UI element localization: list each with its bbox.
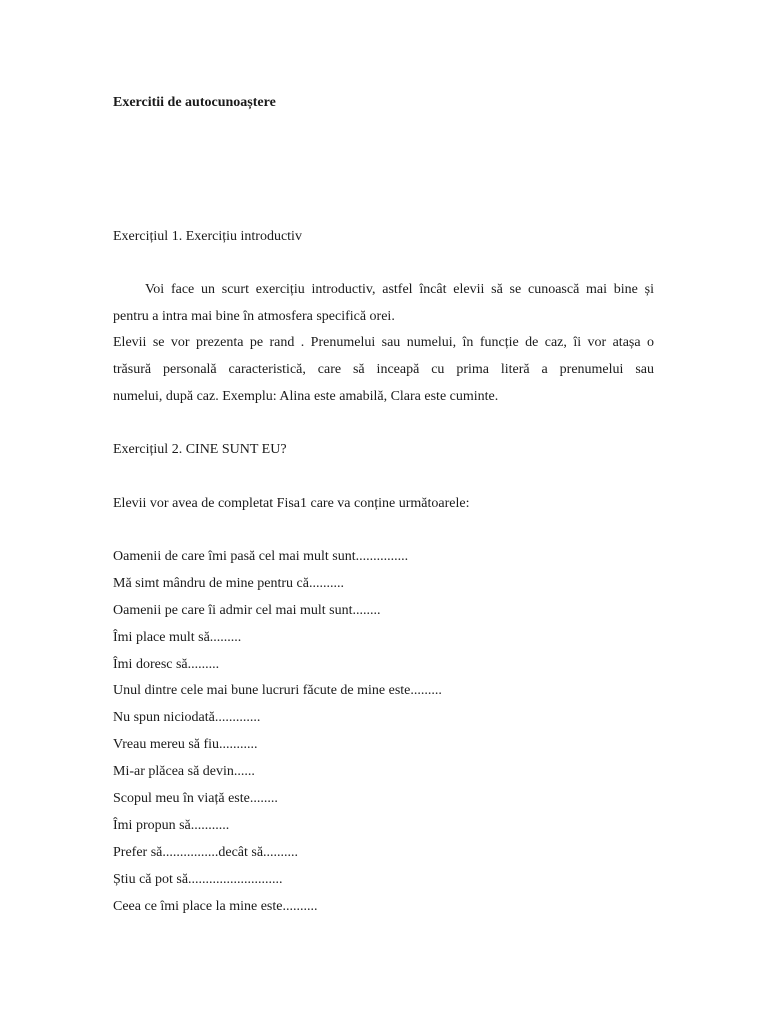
- exercise-1-paragraph-line: Elevii se vor prezenta pe rand . Prenumelui sau numelui, în funcție de caz, îi vor atașa o: [113, 335, 654, 350]
- worksheet-item: Mi-ar plăcea să devin......: [113, 764, 255, 779]
- worksheet-item: Oamenii de care îmi pasă cel mai mult sunt...............: [113, 549, 409, 564]
- worksheet-item: Scopul meu în viață este........: [113, 791, 278, 806]
- exercise-2-heading: Exercițiul 2. CINE SUNT EU?: [113, 442, 287, 457]
- exercise-1-heading: Exercițiul 1. Exercițiu introductiv: [113, 229, 302, 244]
- worksheet-item: Unul dintre cele mai bune lucruri făcute de mine este.........: [113, 683, 442, 698]
- document-title: Exercitii de autocunoaștere: [113, 95, 276, 110]
- worksheet-item: Știu că pot să...........................: [113, 872, 283, 887]
- worksheet-item: Îmi place mult să.........: [113, 630, 242, 645]
- worksheet-item: Prefer să................decât să..........: [113, 845, 299, 860]
- worksheet-item: Vreau mereu să fiu...........: [113, 737, 258, 752]
- exercise-1-paragraph-line: numelui, după caz. Exemplu: Alina este amabilă, Clara este cuminte.: [113, 389, 499, 404]
- exercise-1-paragraph-line: Voi face un scurt exercițiu introductiv, astfel încât elevii să se cunoască mai bine și: [145, 282, 654, 297]
- worksheet-item: Îmi doresc să.........: [113, 657, 220, 672]
- worksheet-item: Mă simt mândru de mine pentru că..........: [113, 576, 344, 591]
- exercise-2-intro: Elevii vor avea de completat Fisa1 care va conține următoarele:: [113, 496, 470, 511]
- worksheet-item: Oamenii pe care îi admir cel mai mult sunt........: [113, 603, 381, 618]
- worksheet-item: Nu spun niciodată.............: [113, 710, 261, 725]
- worksheet-item: Îmi propun să...........: [113, 818, 230, 833]
- exercise-1-paragraph-line: pentru a intra mai bine în atmosfera specifică orei.: [113, 309, 395, 324]
- exercise-1-paragraph-line: trăsură personală caracteristică, care să inceapă cu prima literă a prenumelui sau: [113, 362, 654, 377]
- worksheet-item: Ceea ce îmi place la mine este..........: [113, 899, 318, 914]
